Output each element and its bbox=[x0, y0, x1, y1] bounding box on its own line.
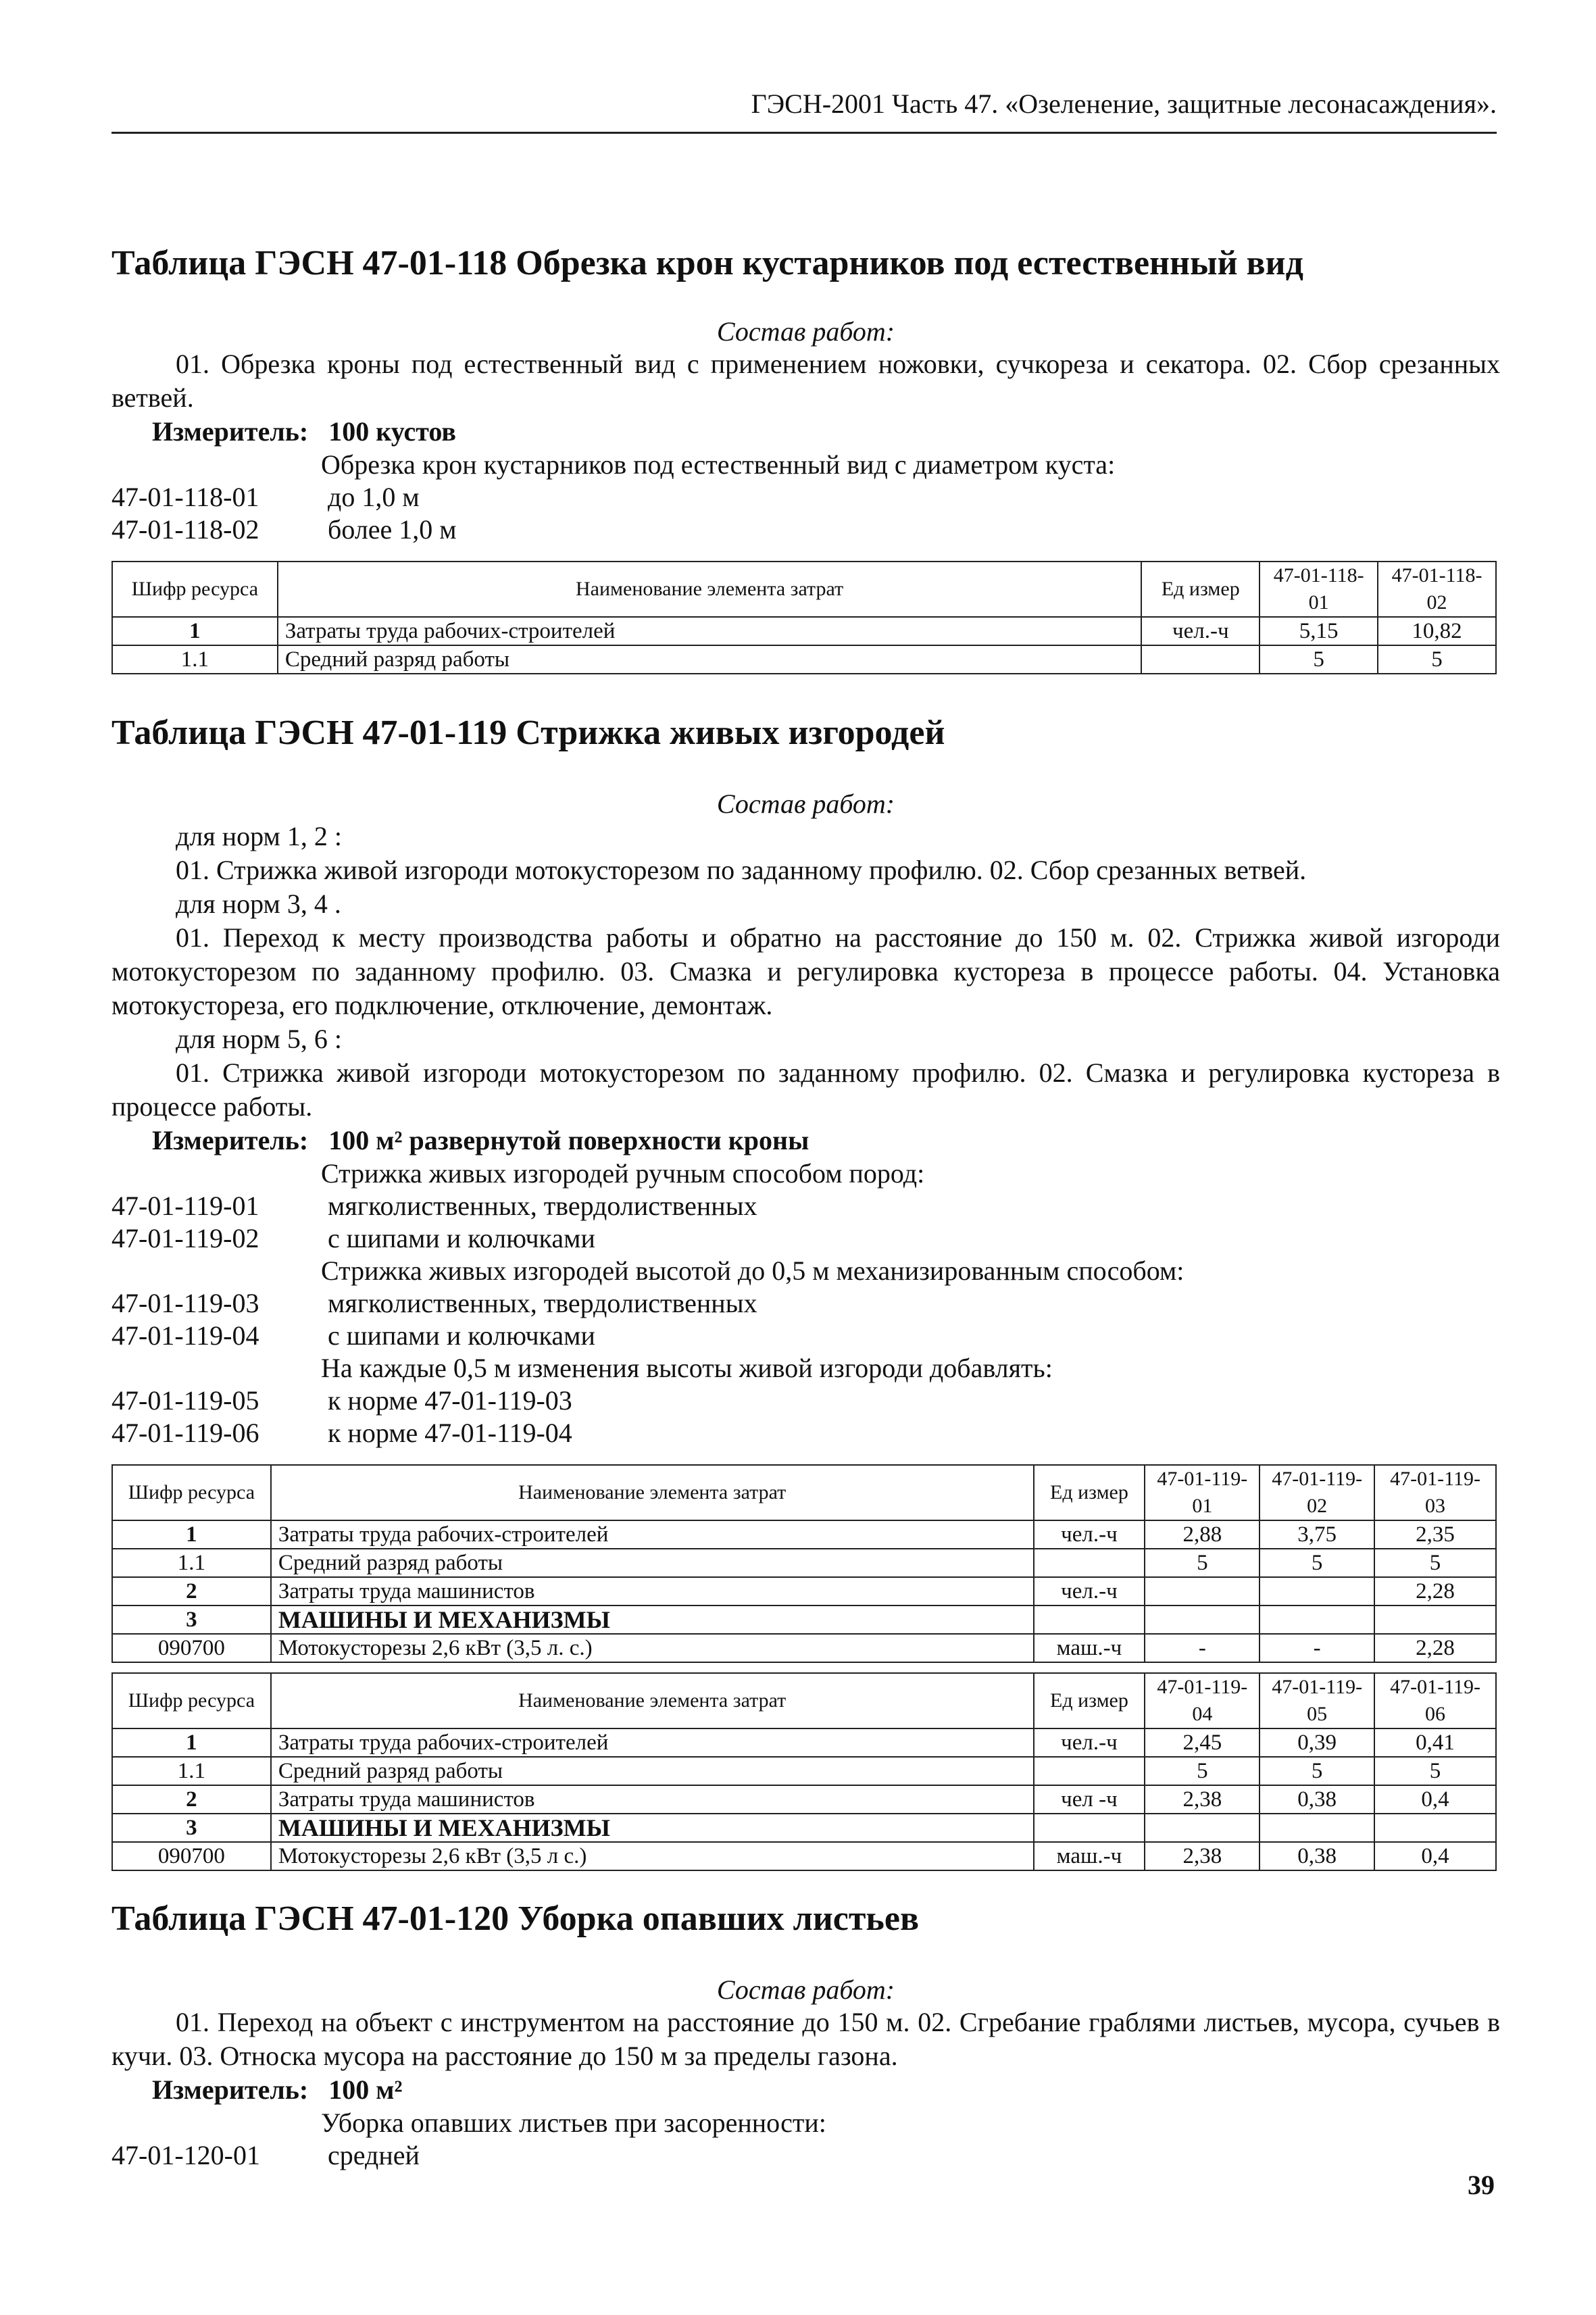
work-description: 01. Обрезка кроны под естественный вид с применением ножовки, сучкореза и секатора. 02. Сбор срезанных ветвей. bbox=[111, 349, 1500, 413]
table-row bbox=[112, 1605, 1496, 1634]
norm-item bbox=[111, 514, 1500, 546]
table-cell: Средний разряд работы bbox=[271, 1549, 1034, 1577]
norm-text: к норме 47-01-119-03 bbox=[328, 1385, 572, 1416]
norm-text: до 1,0 м bbox=[328, 482, 420, 512]
table-cell: 1.1 bbox=[112, 1757, 271, 1785]
table-row bbox=[112, 1814, 1496, 1842]
table-cell bbox=[1145, 1605, 1260, 1634]
table-row bbox=[112, 617, 1496, 645]
table-cell: 2 bbox=[112, 1785, 271, 1814]
table-cell bbox=[1034, 1605, 1145, 1634]
table-cell: 2,28 bbox=[1374, 1577, 1496, 1605]
section-title: Таблица ГЭСН 47-01-118 Обрезка крон кустарников под естественный вид bbox=[111, 244, 1303, 282]
table-cell: 5 bbox=[1260, 645, 1378, 674]
table-cell: Мотокусторезы 2,6 кВт (3,5 л. с.) bbox=[271, 1634, 1034, 1662]
measure-line bbox=[111, 2073, 1500, 2107]
table-cell: 1 bbox=[112, 1728, 271, 1757]
column-header: 47-01-119-06 bbox=[1374, 1673, 1496, 1728]
table-cell: 0,41 bbox=[1374, 1728, 1496, 1757]
table-cell: - bbox=[1145, 1634, 1260, 1662]
table-cell: 1 bbox=[112, 617, 278, 645]
table-cell: 2,35 bbox=[1374, 1520, 1496, 1549]
column-header: Наименование элемента затрат bbox=[278, 562, 1142, 617]
norm-intro: Обрезка крон кустарников под естественный вид с диаметром куста: bbox=[321, 449, 1116, 480]
resource-table bbox=[111, 561, 1497, 674]
measure-line bbox=[111, 1124, 1500, 1158]
column-header: 47-01-118-02 bbox=[1378, 562, 1496, 617]
work-composition-label: Состав работ: bbox=[716, 316, 895, 347]
norm-text: мягколиственных, твердолиственных bbox=[328, 1191, 757, 1221]
table-cell: 5 bbox=[1374, 1549, 1496, 1577]
table-row bbox=[112, 1728, 1496, 1757]
table-cell: чел -ч bbox=[1034, 1785, 1145, 1814]
table-cell: 0,4 bbox=[1374, 1785, 1496, 1814]
measure-line bbox=[111, 415, 1500, 449]
norm-code: 47-01-119-06 bbox=[111, 1418, 259, 1448]
table-cell: 2,38 bbox=[1145, 1842, 1260, 1870]
table-cell bbox=[1145, 1577, 1260, 1605]
table-cell: 2,28 bbox=[1374, 1634, 1496, 1662]
work-composition-label: Состав работ: bbox=[716, 1974, 895, 2005]
resource-table bbox=[111, 1672, 1497, 1871]
table-cell: Затраты труда рабочих-строителей bbox=[278, 617, 1142, 645]
table-row bbox=[112, 1842, 1496, 1870]
measure-label: Измеритель: bbox=[152, 2074, 309, 2105]
measure-value: 100 м² bbox=[328, 2074, 403, 2105]
work-description: 01. Стрижка живой изгороди мотокусторезом по заданному профилю. 02. Смазка и регулировка кустореза в процессе работы. bbox=[111, 1057, 1500, 1122]
table-cell: Средний разряд работы bbox=[271, 1757, 1034, 1785]
work-composition-label: Состав работ: bbox=[716, 789, 895, 819]
table-cell bbox=[1034, 1549, 1145, 1577]
norm-group-label: для норм 1, 2 : bbox=[176, 821, 342, 851]
work-description: 01. Переход к месту производства работы и обратно на расстояние до 150 м. 02. Стрижка живой изгороди мотокусторезом по заданному профилю. 03. Смазка и регулировка кустореза в процессе работы. 04. Установка мотокустореза, его подключение, отключение, демонтаж. bbox=[111, 922, 1500, 1020]
table-cell: 1.1 bbox=[112, 1549, 271, 1577]
table-cell: 0,4 bbox=[1374, 1842, 1496, 1870]
norm-item bbox=[111, 1417, 1500, 1449]
table-cell: 5 bbox=[1374, 1757, 1496, 1785]
column-header: 47-01-119-02 bbox=[1260, 1465, 1374, 1520]
table-cell bbox=[1141, 645, 1260, 674]
table-cell: 5 bbox=[1145, 1757, 1260, 1785]
table-cell: 3,75 bbox=[1260, 1520, 1374, 1549]
norm-group-label: для норм 3, 4 . bbox=[176, 889, 341, 919]
norm-intro: Стрижка живых изгородей высотой до 0,5 м механизированным способом: bbox=[321, 1255, 1184, 1286]
table-cell: чел.-ч bbox=[1034, 1728, 1145, 1757]
section-title: Таблица ГЭСН 47-01-120 Уборка опавших листьев bbox=[111, 1899, 920, 1938]
norm-code: 47-01-119-01 bbox=[111, 1191, 259, 1221]
table-header-row bbox=[112, 1673, 1496, 1728]
table-cell: 5 bbox=[1260, 1549, 1374, 1577]
norm-group-label: для норм 5, 6 : bbox=[176, 1024, 342, 1054]
table-cell: Затраты труда рабочих-строителей bbox=[271, 1728, 1034, 1757]
table-cell: чел.-ч bbox=[1141, 617, 1260, 645]
table-header-row bbox=[112, 1465, 1496, 1520]
table-cell: 3 bbox=[112, 1605, 271, 1634]
table-cell: 0,38 bbox=[1260, 1842, 1374, 1870]
table-cell: МАШИНЫ И МЕХАНИЗМЫ bbox=[271, 1605, 1034, 1634]
table-cell: Мотокусторезы 2,6 кВт (3,5 л с.) bbox=[271, 1842, 1034, 1870]
norm-text: мягколиственных, твердолиственных bbox=[328, 1288, 757, 1318]
norm-intro: На каждые 0,5 м изменения высоты живой изгороди добавлять: bbox=[321, 1353, 1053, 1383]
norm-item bbox=[111, 1222, 1500, 1255]
work-description: 01. Стрижка живой изгороди мотокусторезом по заданному профилю. 02. Сбор срезанных ветвей. bbox=[176, 855, 1307, 885]
table-cell: 2 bbox=[112, 1577, 271, 1605]
column-header: Ед измер bbox=[1034, 1465, 1145, 1520]
table-cell bbox=[1374, 1814, 1496, 1842]
table-row bbox=[112, 645, 1496, 674]
table-cell: Затраты труда машинистов bbox=[271, 1577, 1034, 1605]
table-cell: 5,15 bbox=[1260, 617, 1378, 645]
table-cell: чел.-ч bbox=[1034, 1520, 1145, 1549]
table-cell: чел.-ч bbox=[1034, 1577, 1145, 1605]
section-47-01-118 bbox=[111, 243, 1500, 674]
norm-text: более 1,0 м bbox=[328, 514, 457, 545]
column-header: Ед измер bbox=[1141, 562, 1260, 617]
table-cell: 0,39 bbox=[1260, 1728, 1374, 1757]
table-cell: 10,82 bbox=[1378, 617, 1496, 645]
table-cell bbox=[1260, 1577, 1374, 1605]
table-cell: маш.-ч bbox=[1034, 1634, 1145, 1662]
table-cell: 3 bbox=[112, 1814, 271, 1842]
column-header: Ед измер bbox=[1034, 1673, 1145, 1728]
norm-text: с шипами и колючками bbox=[328, 1223, 595, 1253]
column-header: Наименование элемента затрат bbox=[271, 1465, 1034, 1520]
norm-item bbox=[111, 481, 1500, 514]
table-cell: 5 bbox=[1378, 645, 1496, 674]
table-cell: 5 bbox=[1145, 1549, 1260, 1577]
norm-code: 47-01-119-05 bbox=[111, 1385, 259, 1416]
norm-item bbox=[111, 2139, 1500, 2172]
column-header: 47-01-119-03 bbox=[1374, 1465, 1496, 1520]
section-47-01-120 bbox=[111, 1899, 1500, 2172]
norm-item bbox=[111, 1190, 1500, 1222]
norm-item bbox=[111, 1320, 1500, 1352]
table-cell: 2,38 bbox=[1145, 1785, 1260, 1814]
norm-code: 47-01-118-01 bbox=[111, 482, 259, 512]
column-header: 47-01-119-01 bbox=[1145, 1465, 1260, 1520]
column-header: Шифр ресурса bbox=[112, 1465, 271, 1520]
norm-intro: Стрижка живых изгородей ручным способом пород: bbox=[321, 1158, 925, 1189]
table-cell: 1.1 bbox=[112, 645, 278, 674]
norm-code: 47-01-119-03 bbox=[111, 1288, 259, 1318]
norm-intro: Уборка опавших листьев при засоренности: bbox=[321, 2108, 826, 2138]
table-cell: маш.-ч bbox=[1034, 1842, 1145, 1870]
table-cell: 2,88 bbox=[1145, 1520, 1260, 1549]
column-header: 47-01-119-05 bbox=[1260, 1673, 1374, 1728]
norm-item bbox=[111, 1385, 1500, 1417]
page-number: 39 bbox=[1468, 2170, 1495, 2200]
norm-item bbox=[111, 1287, 1500, 1320]
measure-value: 100 кустов bbox=[328, 416, 456, 447]
column-header: 47-01-118-01 bbox=[1260, 562, 1378, 617]
norm-text: с шипами и колючками bbox=[328, 1320, 595, 1351]
norm-code: 47-01-119-02 bbox=[111, 1223, 259, 1253]
norm-code: 47-01-118-02 bbox=[111, 514, 259, 545]
table-cell bbox=[1260, 1605, 1374, 1634]
table-cell: 090700 bbox=[112, 1634, 271, 1662]
measure-value: 100 м² развернутой поверхности кроны bbox=[328, 1125, 809, 1155]
table-row bbox=[112, 1520, 1496, 1549]
table-cell bbox=[1034, 1757, 1145, 1785]
table-cell: 2,45 bbox=[1145, 1728, 1260, 1757]
table-cell: - bbox=[1260, 1634, 1374, 1662]
section-title: Таблица ГЭСН 47-01-119 Стрижка живых изгородей bbox=[111, 714, 945, 752]
table-cell: Затраты труда рабочих-строителей bbox=[271, 1520, 1034, 1549]
table-row bbox=[112, 1577, 1496, 1605]
section-47-01-119 bbox=[111, 713, 1500, 1871]
table-row bbox=[112, 1549, 1496, 1577]
table-cell: 1 bbox=[112, 1520, 271, 1549]
table-cell bbox=[1260, 1814, 1374, 1842]
norm-text: к норме 47-01-119-04 bbox=[328, 1418, 572, 1448]
measure-label: Измеритель: bbox=[152, 416, 309, 447]
table-cell bbox=[1034, 1814, 1145, 1842]
table-cell: 090700 bbox=[112, 1842, 271, 1870]
table-cell bbox=[1145, 1814, 1260, 1842]
norm-code: 47-01-119-04 bbox=[111, 1320, 259, 1351]
column-header: 47-01-119-04 bbox=[1145, 1673, 1260, 1728]
measure-label: Измеритель: bbox=[152, 1125, 309, 1155]
table-cell: МАШИНЫ И МЕХАНИЗМЫ bbox=[271, 1814, 1034, 1842]
column-header: Наименование элемента затрат bbox=[271, 1673, 1034, 1728]
norm-text: средней bbox=[328, 2140, 420, 2170]
table-row bbox=[112, 1757, 1496, 1785]
column-header: Шифр ресурса bbox=[112, 1673, 271, 1728]
table-row bbox=[112, 1634, 1496, 1662]
resource-table bbox=[111, 1464, 1497, 1663]
norm-code: 47-01-120-01 bbox=[111, 2140, 260, 2170]
table-header-row bbox=[112, 562, 1496, 617]
page-header: ГЭСН-2001 Часть 47. «Озеленение, защитные лесонасаждения». bbox=[111, 88, 1497, 134]
table-cell: Средний разряд работы bbox=[278, 645, 1142, 674]
table-row bbox=[112, 1785, 1496, 1814]
table-cell: Затраты труда машинистов bbox=[271, 1785, 1034, 1814]
table-cell: 5 bbox=[1260, 1757, 1374, 1785]
column-header: Шифр ресурса bbox=[112, 562, 278, 617]
work-description: 01. Переход на объект с инструментом на расстояние до 150 м. 02. Сгребание граблями листьев, мусора, сучьев в кучи. 03. Относка мусора на расстояние до 150 м за пределы газона. bbox=[111, 2007, 1500, 2071]
table-cell: 0,38 bbox=[1260, 1785, 1374, 1814]
table-cell bbox=[1374, 1605, 1496, 1634]
